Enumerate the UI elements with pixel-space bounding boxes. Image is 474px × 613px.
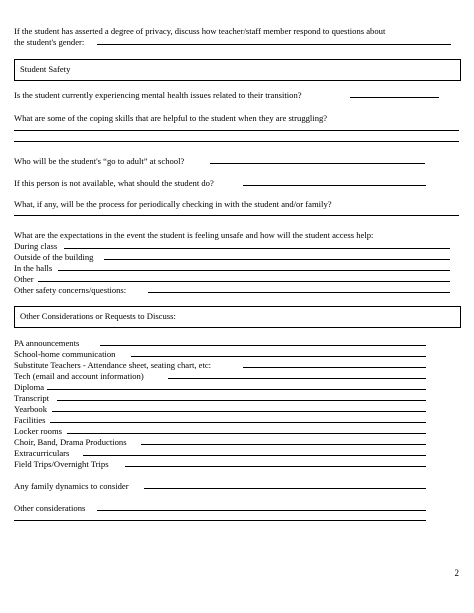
pa-announcements-field[interactable] [100, 345, 426, 346]
coping-answer-line-1[interactable] [14, 130, 459, 131]
item-locker-rooms: Locker rooms [14, 426, 62, 436]
other-safety-concerns-label: Other safety concerns/questions: [14, 285, 127, 295]
transcript-field[interactable] [57, 400, 426, 401]
item-substitute-teachers: Substitute Teachers - Attendance sheet, seating chart, etc: [14, 360, 212, 370]
other-considerations-line-2[interactable] [14, 520, 426, 521]
privacy-question-line1: If the student has asserted a degree of privacy, discuss how teacher/staff member respond to questions about [14, 26, 386, 36]
field-trips-field[interactable] [125, 466, 426, 467]
outside-building-answer-field[interactable] [104, 259, 450, 260]
go-to-adult-answer-field[interactable] [210, 163, 425, 164]
tech-field[interactable] [168, 378, 426, 379]
other-considerations-label: Other considerations [14, 503, 86, 513]
location-outside-building: Outside of the building [14, 252, 94, 262]
item-diploma: Diploma [14, 382, 45, 392]
school-home-communication-field[interactable] [131, 356, 426, 357]
in-halls-answer-field[interactable] [58, 270, 450, 271]
family-dynamics-field[interactable] [144, 488, 426, 489]
item-transcript: Transcript [14, 393, 50, 403]
check-in-question: What, if any, will be the process for periodically checking in with the student and/or family? [14, 199, 332, 209]
choir-band-drama-field[interactable] [141, 444, 426, 445]
family-dynamics-label: Any family dynamics to consider [14, 481, 129, 491]
other-safety-concerns-field[interactable] [148, 292, 450, 293]
item-school-home-communication: School-home communication [14, 349, 116, 359]
location-during-class: During class [14, 241, 58, 251]
coping-skills-question: What are some of the coping skills that are helpful to the student when they are struggling? [14, 113, 328, 123]
facilities-field[interactable] [50, 422, 426, 423]
check-in-answer-line[interactable] [14, 215, 459, 216]
go-to-adult-question: Who will be the student's “go to adult” at school? [14, 156, 185, 166]
during-class-answer-field[interactable] [64, 248, 450, 249]
item-tech: Tech (email and account information) [14, 371, 144, 381]
item-choir-band-drama: Choir, Band, Drama Productions [14, 437, 127, 447]
item-yearbook: Yearbook [14, 404, 48, 414]
privacy-answer-field[interactable] [97, 44, 451, 45]
substitute-teachers-field[interactable] [243, 367, 426, 368]
privacy-question-line2: the student's gender: [14, 37, 85, 47]
student-safety-heading: Student Safety [20, 64, 71, 74]
student-safety-header-box [14, 59, 461, 81]
unavailable-answer-field[interactable] [243, 185, 426, 186]
extracurriculars-field[interactable] [83, 455, 426, 456]
other-considerations-heading: Other Considerations or Requests to Discuss: [20, 311, 176, 321]
other-considerations-field[interactable] [97, 510, 426, 511]
location-other: Other [14, 274, 34, 284]
item-facilities: Facilities [14, 415, 46, 425]
mental-health-question: Is the student currently experiencing mental health issues related to their transition? [14, 90, 302, 100]
unsafe-expectations-question: What are the expectations in the event the student is feeling unsafe and how will the student access help: [14, 230, 374, 240]
item-extracurriculars: Extracurriculars [14, 448, 70, 458]
mental-health-answer-field[interactable] [350, 97, 439, 98]
coping-answer-line-2[interactable] [14, 141, 459, 142]
other-location-answer-field[interactable] [38, 281, 450, 282]
yearbook-field[interactable] [52, 411, 426, 412]
page-number: 2 [454, 568, 459, 578]
other-considerations-header-box [14, 306, 461, 328]
locker-rooms-field[interactable] [67, 433, 426, 434]
diploma-field[interactable] [47, 389, 426, 390]
item-field-trips: Field Trips/Overnight Trips [14, 459, 109, 469]
item-pa-announcements: PA announcements [14, 338, 80, 348]
location-in-halls: In the halls [14, 263, 53, 273]
unavailable-question: If this person is not available, what should the student do? [14, 178, 214, 188]
